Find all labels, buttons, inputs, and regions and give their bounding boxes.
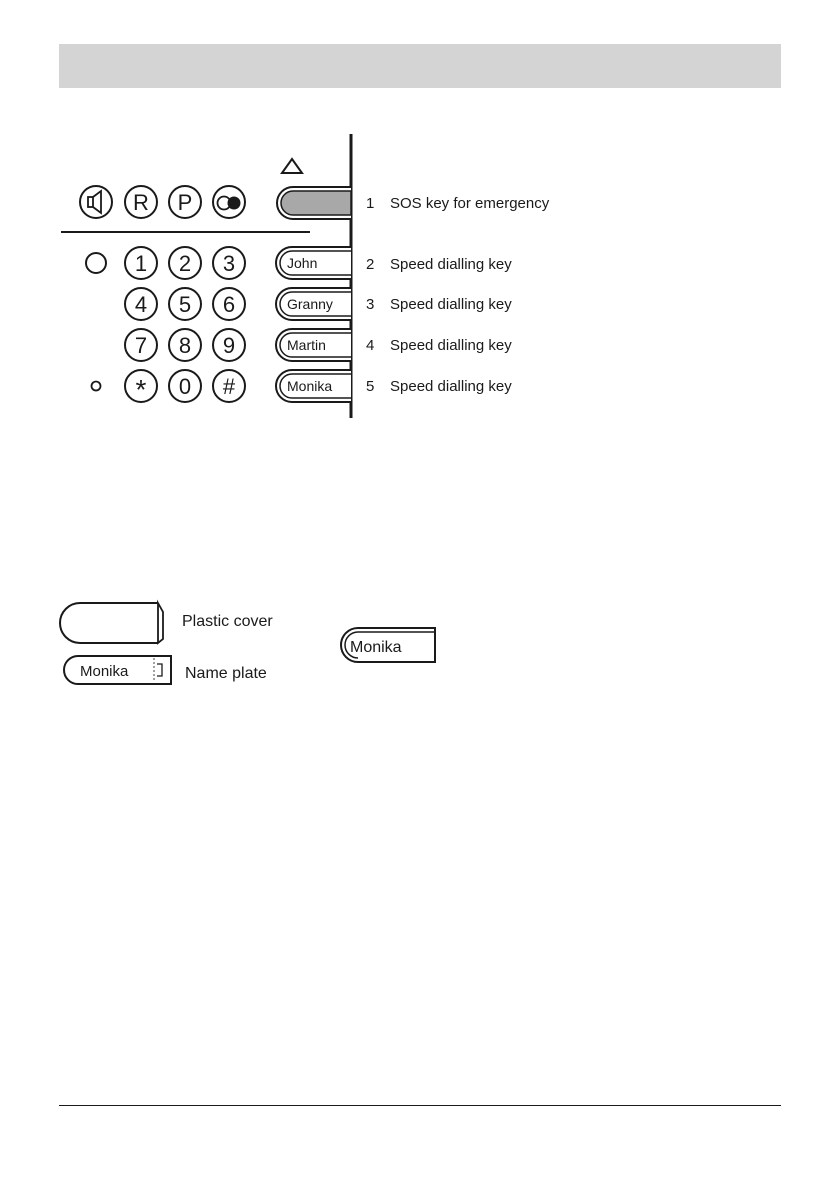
digit-key-7[interactable] <box>125 329 157 361</box>
digit-label: 2 <box>178 251 192 276</box>
digit-label: 4 <box>134 292 148 317</box>
name-plate-illustration <box>64 656 171 684</box>
plastic-cover-illustration <box>60 603 163 643</box>
indicator-led-large <box>86 253 106 273</box>
sos-key[interactable] <box>277 187 351 219</box>
legend-text: Speed dialling key <box>390 256 512 273</box>
speed-dial-name: Granny <box>287 296 333 312</box>
legend-number: 3 <box>366 296 375 313</box>
mute-button[interactable] <box>213 186 245 218</box>
speed-dial-key-monika[interactable] <box>276 370 351 402</box>
speaker-button[interactable] <box>80 186 112 218</box>
recall-label: R <box>133 190 149 215</box>
indicator-led-small <box>92 382 101 391</box>
digit-key-4[interactable] <box>125 288 157 320</box>
digit-label: 6 <box>222 292 236 317</box>
digit-label: * <box>135 374 147 405</box>
digit-label: 3 <box>222 251 236 276</box>
legend-number: 4 <box>366 337 375 354</box>
hash-key[interactable] <box>213 370 245 402</box>
recall-button[interactable] <box>125 186 157 218</box>
digit-key-0[interactable] <box>169 370 201 402</box>
digit-label: # <box>222 374 236 399</box>
plastic-cover-label: Plastic cover <box>182 613 273 630</box>
pause-label: P <box>177 190 193 215</box>
assembled-key-name: Monika <box>350 639 402 656</box>
footer-rule <box>59 1105 781 1106</box>
speed-dial-name: John <box>287 255 318 271</box>
legend-text: Speed dialling key <box>390 337 512 354</box>
legend-text: SOS key for emergency <box>390 195 550 212</box>
star-key[interactable] <box>125 370 157 405</box>
digit-key-6[interactable] <box>213 288 245 320</box>
speed-dial-name: Monika <box>287 378 333 394</box>
digit-key-2[interactable] <box>169 247 201 279</box>
digit-key-5[interactable] <box>169 288 201 320</box>
digit-label: 1 <box>134 251 148 276</box>
name-plate-label: Name plate <box>185 665 267 682</box>
digit-key-9[interactable] <box>213 329 245 361</box>
digit-key-8[interactable] <box>169 329 201 361</box>
up-triangle-icon <box>282 159 302 173</box>
legend-number: 5 <box>366 378 375 395</box>
sos-key-face <box>281 191 351 215</box>
digit-label: 9 <box>222 333 236 358</box>
legend-text: Speed dialling key <box>390 296 512 313</box>
speed-dial-key-martin[interactable] <box>276 329 351 361</box>
digit-label: 0 <box>178 374 192 399</box>
speed-dial-key-john[interactable] <box>276 247 351 279</box>
digit-label: 8 <box>178 333 192 358</box>
legend-number: 2 <box>366 256 375 273</box>
digit-key-3[interactable] <box>213 247 245 279</box>
digit-label: 7 <box>134 333 148 358</box>
name-plate-text: Monika <box>80 663 129 680</box>
speed-dial-name: Martin <box>287 337 326 353</box>
legend-number: 1 <box>366 195 375 212</box>
legend <box>366 195 550 395</box>
assembled-key-illustration <box>341 628 435 662</box>
pause-button[interactable] <box>169 186 201 218</box>
digit-key-1[interactable] <box>125 247 157 279</box>
speed-dial-key-granny[interactable] <box>276 288 351 320</box>
digit-label: 5 <box>178 292 192 317</box>
legend-text: Speed dialling key <box>390 378 512 395</box>
